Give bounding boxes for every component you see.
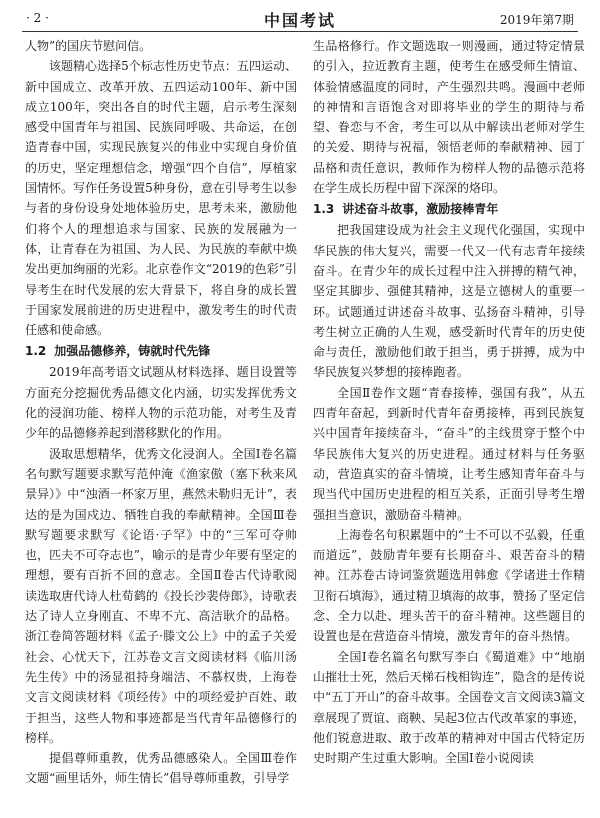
section-heading <box>25 341 297 361</box>
masthead: 中国考试 <box>263 11 336 30</box>
page-number: · 2 · <box>26 11 49 25</box>
paragraph: 上海卷名句积累题中的“士不可以不弘毅，任重而道远”，鼓励青年要有长期奋斗、艰苦奋斗的精神。江苏卷古诗词鉴赏题选用韩愈《学诸进士作精卫衔石填海》，通过精卫填海的故事，赞扬了坚定信念、全力以赴、埋头苦干的奋斗精神。这些题目的设置也是在营造奋斗情境，激发青年的奋斗热情。 <box>313 527 585 644</box>
section-title: 讲述奋斗故事，激励接棒青年 <box>342 202 499 217</box>
section-number: 1.2 <box>25 344 47 359</box>
paragraph: 生品格修行。作文题选取一则漫画，通过特定情景的引入，拉近教育主题，使考生在感受师生情谊、体验情感温度的同时，产生强烈共鸣。漫画中老师的神情和言语饱含对即将毕业的学生的期待与希望、眷恋与不舍，考生可以从中解读出老师对学生的关爱、期待与祝福，领悟老师的奉献精神、园丁品格和责任意识，教师作为榜样人物的品德示范将在学生成长历程中留下深深的烙印。 <box>313 39 585 196</box>
section-number: 1.3 <box>313 202 335 217</box>
header-rule <box>22 31 578 32</box>
issue-label: 2019年第7期 <box>499 13 574 27</box>
section-title: 加强品德修养，铸就时代先锋 <box>54 344 211 359</box>
paragraph: 提倡尊师重教，优秀品德感染人。全国Ⅲ卷作文题“画里话外，师生情长”倡导尊师重教，引导学 <box>25 751 297 786</box>
section-heading <box>313 199 585 219</box>
paragraph: 把我国建设成为社会主义现代化强国，实现中华民族的伟大复兴，需要一代又一代有志青年接续奋斗。在青少年的成长过程中注入拼搏的精气神，坚定其脚步、强健其精神，这是立德树人的重要一环。试题通过讲述奋斗故事、弘扬奋斗精神，引导考生树立正确的人生观，感受新时代青年的历史使命与责任，激励他们敢于担当，勇于拼搏，成为中华民族复兴梦想的接棒跑者。 <box>313 223 585 380</box>
right-column <box>313 36 585 768</box>
paragraph: 全国Ⅰ卷名篇名句默写李白《蜀道难》中“地崩山摧壮士死，然后天梯石栈相钩连”，隐含的是传说中“五丁开山”的奋斗故事。全国卷文言文阅读3篇文章展现了贾谊、商鞅、吴起3位古代改革家的事迹，他们锐意进取、敢于改革的精神对中国古代特定历史时期产生过重大影响。全国Ⅰ卷小说阅读 <box>313 649 585 766</box>
paragraph: 人物”的国庆节慰问信。 <box>25 39 152 53</box>
paragraph: 2019年高考语文试题从材料选择、题目设置等方面充分挖掘优秀品德文化内涵，切实发挥优秀文化的浸润功能、榜样人物的示范功能，对考生及青少年的品德修养起到潜移默化的作用。 <box>25 365 297 441</box>
left-column <box>25 36 297 789</box>
page-header <box>22 8 578 30</box>
paragraph: 该题精心选择5个标志性历史节点：五四运动、新中国成立、改革开放、五四运动100年、新中国成立100年，突出各自的时代主题，启示考生深刻感受中国青年与祖国、民族同呼吸、共命运，在创造青春中国，实现民族复兴的伟业中实现自身价值的历史，坚定理想信念，增强“四个自信”，厚植家国情怀。写作任务设置5种身份，意在引导考生以参与者的身份设身处地体验历史，思考未来，激励他们将个人的理想追求与国家、民族的发展融为一体，让青春在为祖国、为人民、为民族的奉献中焕发出更加绚丽的光彩。北京卷作文“2019的色彩”引导考生在时代发展的宏大背景下，将自身的成长置于国家发展前进的历史进程中，激发考生的时代责任感和使命感。 <box>25 59 297 338</box>
paragraph: 全国Ⅱ卷作文题“青春接棒，强国有我”，从五四青年奋起，到新时代青年奋勇接棒，再到民族复兴中国青年接续奋斗，“奋斗”的主线贯穿于整个中华民族伟大复兴的历史进程。通过材料与任务驱动，营造真实的奋斗情境，让考生感知青年奋斗与现当代中国历史进程的相互关系，正面引导考生增强担当意识，激励奋斗精神。 <box>313 385 585 522</box>
paragraph: 汲取思想精华，优秀文化浸润人。全国Ⅰ卷名篇名句默写题要求默写范仲淹《渔家傲（塞下秋来风景异）》中“浊酒一杯家万里，燕然未勒归无计”，表达的是为国戍边、牺牲自我的奉献精神。全国Ⅲ卷默写题要求默写《论语·子罕》中的“三军可夺帅也，匹夫不可夺志也”，喻示的是青少年要有坚定的理想，要有百折不回的意志。全国Ⅱ卷古代诗歌阅读选取唐代诗人杜荀鹤的《投长沙裴侍郎》，诗歌表达了诗人立身刚直、不卑不亢、高洁耿介的品格。浙江卷简答题材料《孟子·滕文公上》中的孟子关爱社会、心忧天下，江苏卷文言文阅读材料《临川汤先生传》中的汤显祖持身端洁、不慕权贵，上海卷文言文阅读材料《项经传》中的项经爱护百姓、敢于担当，这些人物和事迹都是当代青年品德修行的榜样。 <box>25 446 297 745</box>
